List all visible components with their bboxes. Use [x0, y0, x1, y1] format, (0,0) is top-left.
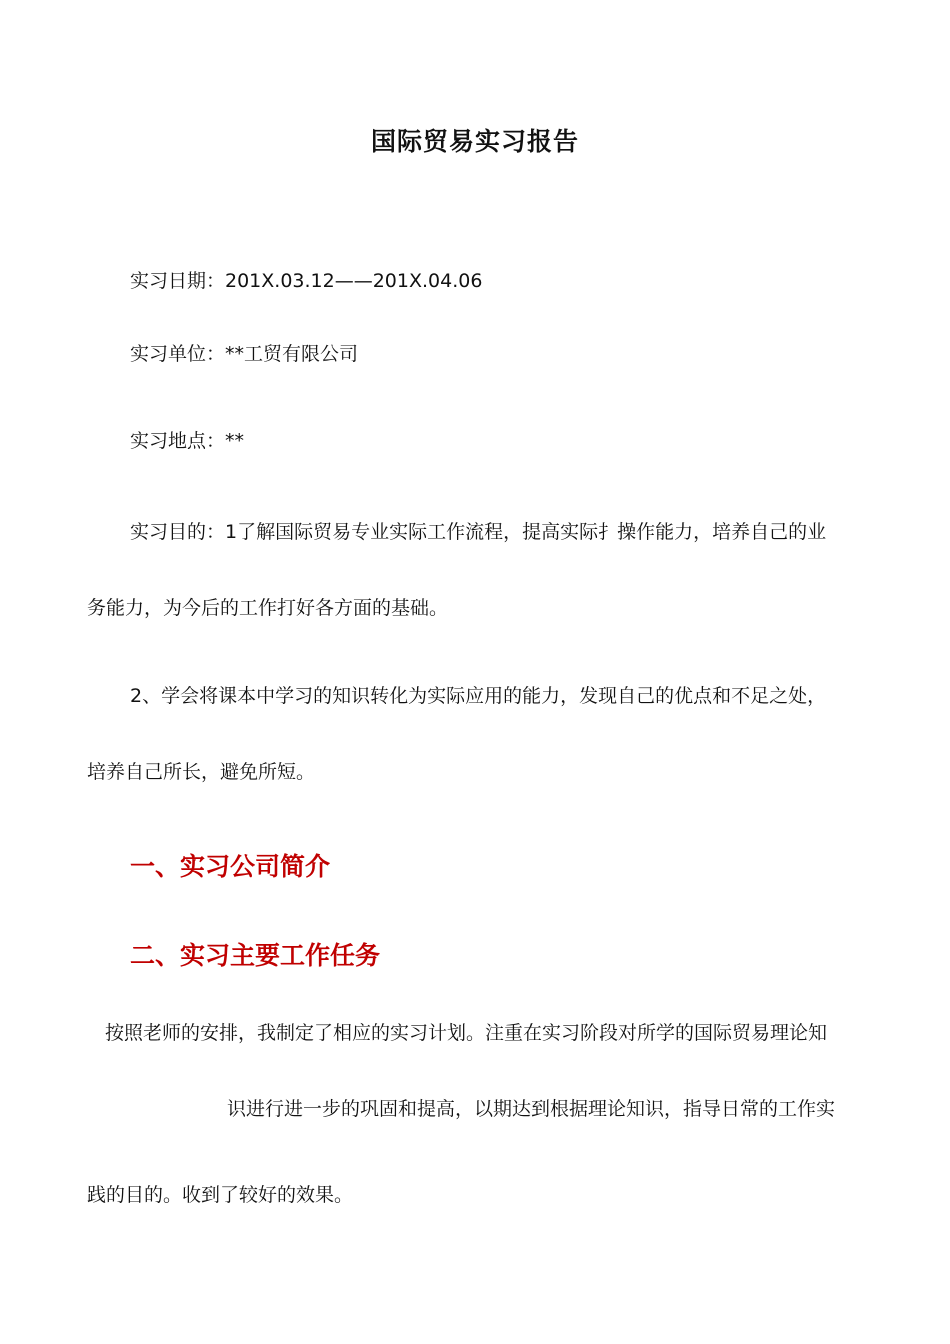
- section-heading-company-intro: 一、实习公司简介: [130, 852, 331, 881]
- section-heading-main-tasks: 二、实习主要工作任务: [130, 941, 381, 970]
- internship-date: 实习日期：201X.03.12——201X.04.06: [130, 270, 483, 292]
- body-line-3: 践的目的。收到了较好的效果。: [87, 1184, 354, 1206]
- purpose-2-line-2: 培养自己所长，避免所短。: [87, 761, 316, 783]
- purpose-1-line-2: 务能力，为今后的工作打好各方面的基础。: [87, 597, 449, 619]
- body-line-1: 按照老师的安排，我制定了相应的实习计划。注重在实习阶段对所学的国际贸易理论知: [105, 1022, 828, 1044]
- body-line-2: 识进行进一步的巩固和提高，以期达到根据理论知识，指导日常的工作实: [227, 1098, 836, 1120]
- internship-unit: 实习单位：**工贸有限公司: [130, 343, 359, 365]
- purpose-1-line-1: 实习目的：1了解国际贸易专业实际工作流程，提高实际扌操作能力，培养自己的业: [130, 521, 827, 543]
- purpose-2-line-1: 2、学会将课本中学习的知识转化为实际应用的能力，发现自己的优点和不足之处，: [130, 685, 827, 707]
- internship-place: 实习地点：**: [130, 430, 245, 452]
- page-title: 国际贸易实习报告: [370, 127, 579, 156]
